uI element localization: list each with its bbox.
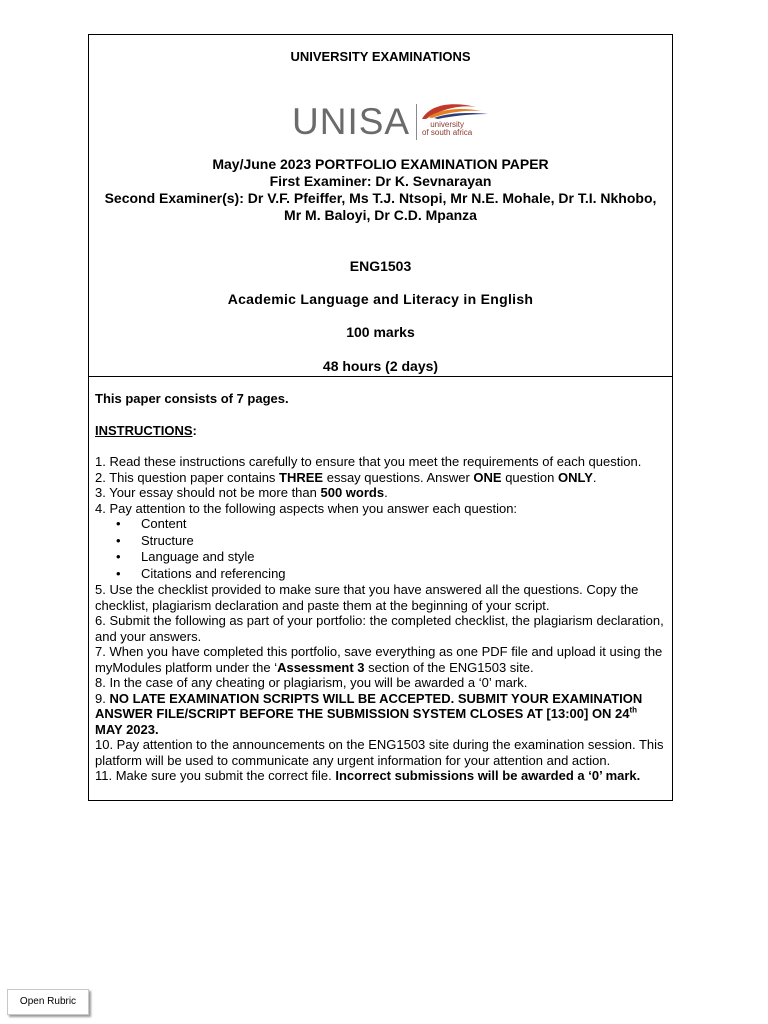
course-name: Academic Language and Literacy in English (227, 291, 534, 307)
instruction-3: 3. Your essay should not be more than 500 words. (95, 485, 388, 500)
instruction-2: 2. This question paper contains THREE essay questions. Answer ONE question ONLY. (95, 469, 597, 485)
logo-wordmark: UNISA (292, 101, 411, 142)
unisa-logo (292, 101, 488, 143)
logo-swoosh-icon (420, 101, 490, 121)
instruction-6: 6. Submit the following as part of your portfolio: the completed checklist, the plagiarism declaration, and your answers. (95, 613, 664, 644)
instruction-5: 5. Use the checklist provided to make sure that you have answered all the questions. Copy the checklist, plagiarism declaration and paste them at the beginning of your script. (95, 582, 639, 613)
list-item: • Citations and referencing (141, 566, 666, 583)
second-examiners: Second Examiner(s): Dr V.F. Pfeiffer, Ms T.J. Ntsopi, Mr N.E. Mohale, Dr T.I. Nkhobo, Mr M. Baloyi, Dr C.D. Mpanza (104, 190, 657, 223)
instruction-1: 1. Read these instructions carefully to ensure that you meet the requirements of each question. (95, 454, 642, 469)
open-rubric-button[interactable]: Open Rubric (7, 989, 89, 1015)
instruction-11: 11. Make sure you submit the correct file. Incorrect submissions will be awarded a ‘0’ mark. (95, 768, 641, 783)
instructions-heading: INSTRUCTIONS: (95, 422, 197, 438)
first-examiner: First Examiner: Dr K. Sevnarayan (269, 173, 492, 189)
list-item: • Language and style (141, 549, 666, 566)
duration: 48 hours (2 days) (322, 358, 439, 374)
instructions-section (89, 377, 672, 800)
instruction-8: 8. In the case of any cheating or plagiarism, you will be awarded a ‘0’ mark. (95, 675, 528, 690)
course-code: ENG1503 (349, 258, 412, 274)
logo-separator (416, 104, 417, 140)
instruction-10: 10. Pay attention to the announcements on the ENG1503 site during the examination session. This platform will be used to communicate any urgent information for your attention and action. (95, 737, 664, 768)
exam-paper (88, 34, 673, 801)
paper-title: May/June 2023 PORTFOLIO EXAMINATION PAPER (212, 156, 549, 172)
total-marks: 100 marks (346, 324, 415, 340)
aspect-list (95, 516, 666, 582)
university-heading: UNIVERSITY EXAMINATIONS (290, 49, 471, 64)
instruction-4: 4. Pay attention to the following aspects when you answer each question: (95, 500, 518, 516)
logo-tagline: university of south africa (422, 120, 473, 137)
exam-header (89, 35, 672, 377)
pages-note: This paper consists of 7 pages. (95, 391, 289, 406)
list-item: • Content (141, 516, 666, 533)
instruction-9: 9. NO LATE EXAMINATION SCRIPTS WILL BE ACCEPTED. SUBMIT YOUR EXAMINATION ANSWER FILE/SCRIPT BEFORE THE SUBMISSION SYSTEM CLOSES AT [13:00] ON 24th MAY 2023. (95, 690, 643, 737)
list-item: • Structure (141, 533, 666, 550)
instruction-7: 7. When you have completed this portfolio, save everything as one PDF file and upload it using the myModules platform under the ‘Assessment 3 section of the ENG1503 site. (95, 644, 663, 675)
